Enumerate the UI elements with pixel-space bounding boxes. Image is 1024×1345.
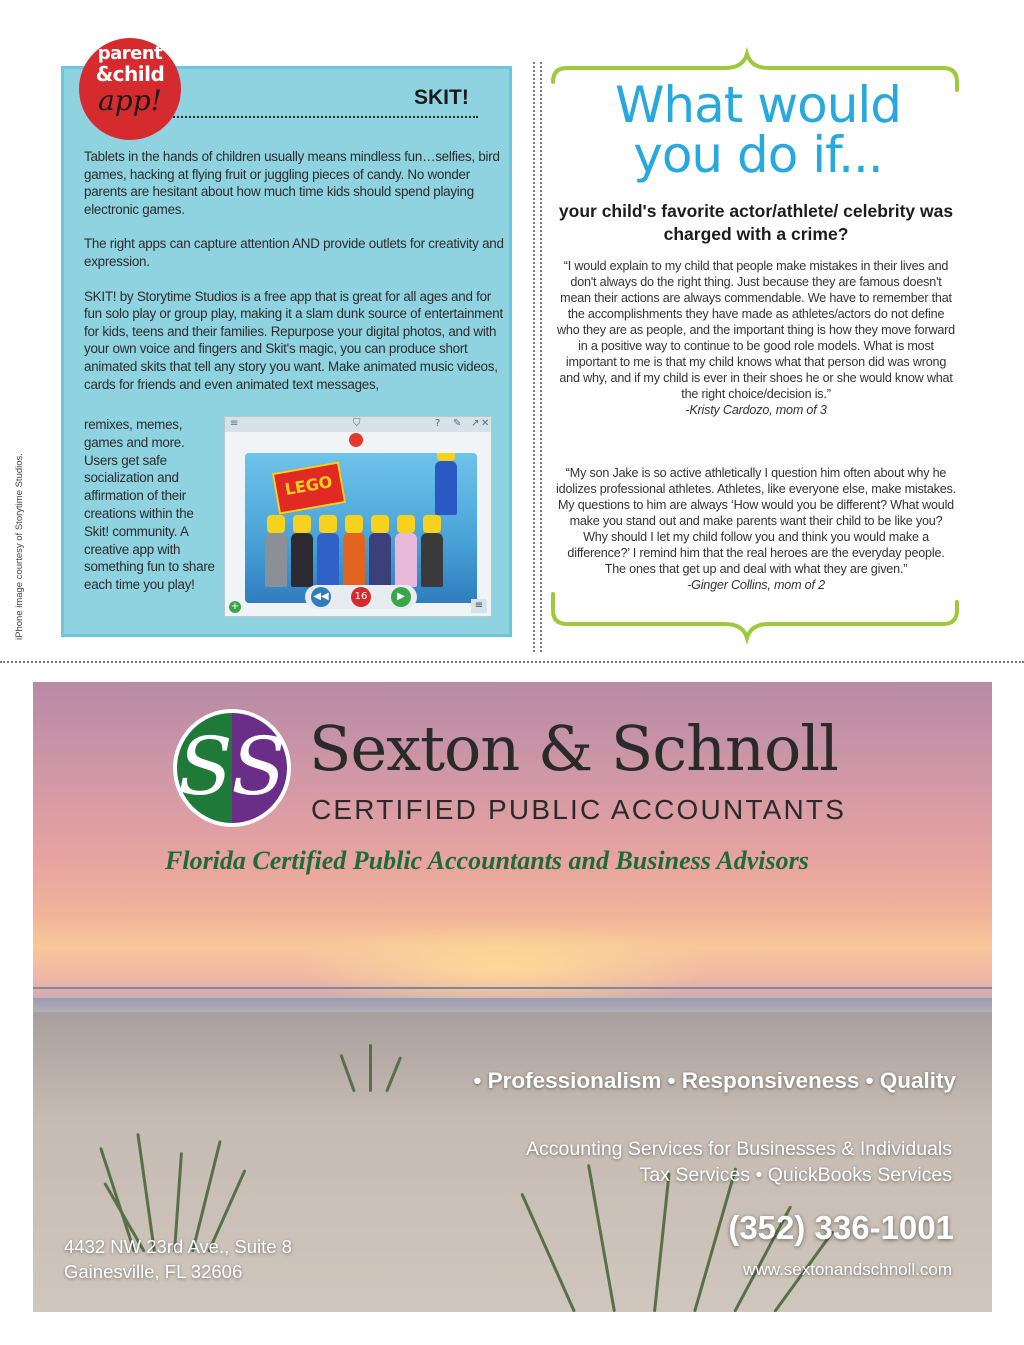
parent-child-app-badge <box>79 38 181 140</box>
lego-figure <box>343 533 365 587</box>
feature-question: your child's favorite actor/athlete/ celebrity was charged with a crime? <box>558 201 954 244</box>
firm-logo <box>173 709 291 827</box>
quote-author: -Ginger Collins, mom of 2 <box>687 578 825 592</box>
lego-figure <box>421 533 443 587</box>
firm-values: • Professionalism • Responsiveness • Quality <box>473 1068 956 1093</box>
title-dotted-rule <box>170 116 478 118</box>
firm-logo-letters: SS <box>177 720 287 813</box>
playback-controls <box>305 585 417 609</box>
lego-figure <box>291 533 313 587</box>
parent-quote <box>556 465 956 593</box>
photo-credit: iPhone image courtesy of Storytime Studios. <box>14 453 25 640</box>
lego-movie-logo: LEGO <box>272 461 346 514</box>
quote-author: -Kristy Cardozo, mom of 3 <box>685 403 827 417</box>
section-divider <box>0 661 1024 663</box>
help-icon: ? <box>435 418 441 429</box>
address-line: 4432 NW 23rd Ave., Suite 8 <box>64 1236 292 1257</box>
app-review-paragraph: Tablets in the hands of children usually means mindless fun…selfies, bird games, hacking at flying fruit or juggling pieces of candy. No wonder parents are hesitant about how much time kids should spend playing electronic games. <box>84 149 500 217</box>
sexton-schnoll-ad <box>33 682 992 1312</box>
firm-subtitle: CERTIFIED PUBLIC ACCOUNTANTS <box>311 794 847 825</box>
quote-text: “My son Jake is so active athletically I question him often about why he idolizes professional athletes. Athletes, like everyone else, make mistakes. My questions to him are always ‘How would you be different? What would make you stand out and make parents want their child to be like you? Why should I let my child follow you and think you would make a difference?’ I remind him that the real heroes are the everyday people. The ones that get up and deal with what they are given.” <box>556 466 956 576</box>
quote-text: “I would explain to my child that people make mistakes in their lives and don't always do the right thing. Just because they are famous doesn't mean their actions are always commendable. We have to remember that the accomplishments they have made as athletes/actors do not define who they are as people, and the important thing is how they move forward in a positive way to continue to be good role models. What is most important to me is that my child knows what that person did was wrong and why, and if my child is ever in their shoes he or she would know what the right choice/decision is.” <box>557 259 955 401</box>
list-icon[interactable]: ≡ <box>471 599 487 613</box>
app-review-title: SKIT! <box>414 86 469 109</box>
badge-line-1: parent <box>97 43 163 64</box>
app-review-body <box>84 148 504 393</box>
app-review-paragraph: The right apps can capture attention AND provide outlets for creativity and expression. <box>84 236 504 269</box>
edit-icon: ✎ <box>453 418 462 429</box>
column-divider <box>533 62 535 652</box>
lego-figure <box>369 533 391 587</box>
record-icon <box>349 433 363 447</box>
share-icon: ↗ <box>471 418 480 429</box>
services-line: Accounting Services for Businesses & Individuals <box>526 1138 952 1160</box>
feature-heading-line-2: you do if... <box>633 126 883 184</box>
dune-grass <box>333 1042 413 1092</box>
close-icon: ✕ <box>481 418 490 429</box>
lego-movie-scene <box>245 453 477 603</box>
play-icon[interactable]: ▶ <box>391 587 411 607</box>
lego-figure <box>435 461 457 515</box>
frame-counter: 16 <box>351 587 371 607</box>
shield-icon: ⛉ <box>353 418 361 429</box>
feature-heading-line-1: What would <box>614 76 902 134</box>
app-screenshot-titlebar <box>225 417 491 432</box>
lego-figure <box>265 533 287 587</box>
column-divider <box>540 62 542 652</box>
firm-website[interactable]: www.sextonandschnoll.com <box>743 1260 952 1279</box>
rewind-icon[interactable]: ◀◀ <box>311 587 331 607</box>
firm-name: Sexton & Schnoll <box>309 712 838 785</box>
parent-quote <box>556 258 956 418</box>
menu-icon: ≡ <box>230 418 239 429</box>
feature-heading <box>548 76 968 184</box>
badge-line-2: &child <box>95 62 165 86</box>
app-review-narrow-text: remixes, memes, games and more. Users get safe socialization and affirmation of their creations within the Skit! community. A creative app with something fun to share each time you play! <box>84 417 215 593</box>
app-screenshot <box>224 416 492 617</box>
lego-figure <box>395 533 417 587</box>
badge-line-3: app! <box>98 84 162 117</box>
horizon-line <box>33 987 992 989</box>
address-line: Gainesville, FL 32606 <box>64 1261 243 1282</box>
firm-phone[interactable]: (352) 336-1001 <box>728 1209 954 1246</box>
firm-services <box>526 1136 952 1188</box>
app-review-paragraph: SKIT! by Storytime Studios is a free app that is great for all ages and for fun solo play or group play, making it a slam dunk source of entertainment for kids, teens and their families. Repurpose your digital photos, and with your own voice and fingers and Skit's magic, you can produce short animated skits that tell any story you want. Make animated music videos, cards for friends and even animated text messages, <box>84 288 503 392</box>
services-line: Tax Services • QuickBooks Services <box>639 1164 952 1186</box>
firm-address <box>64 1234 292 1284</box>
firm-tagline: Florida Certified Public Accountants and Business Advisors <box>165 846 809 875</box>
add-icon[interactable]: + <box>230 601 240 612</box>
lego-figure <box>317 533 339 587</box>
